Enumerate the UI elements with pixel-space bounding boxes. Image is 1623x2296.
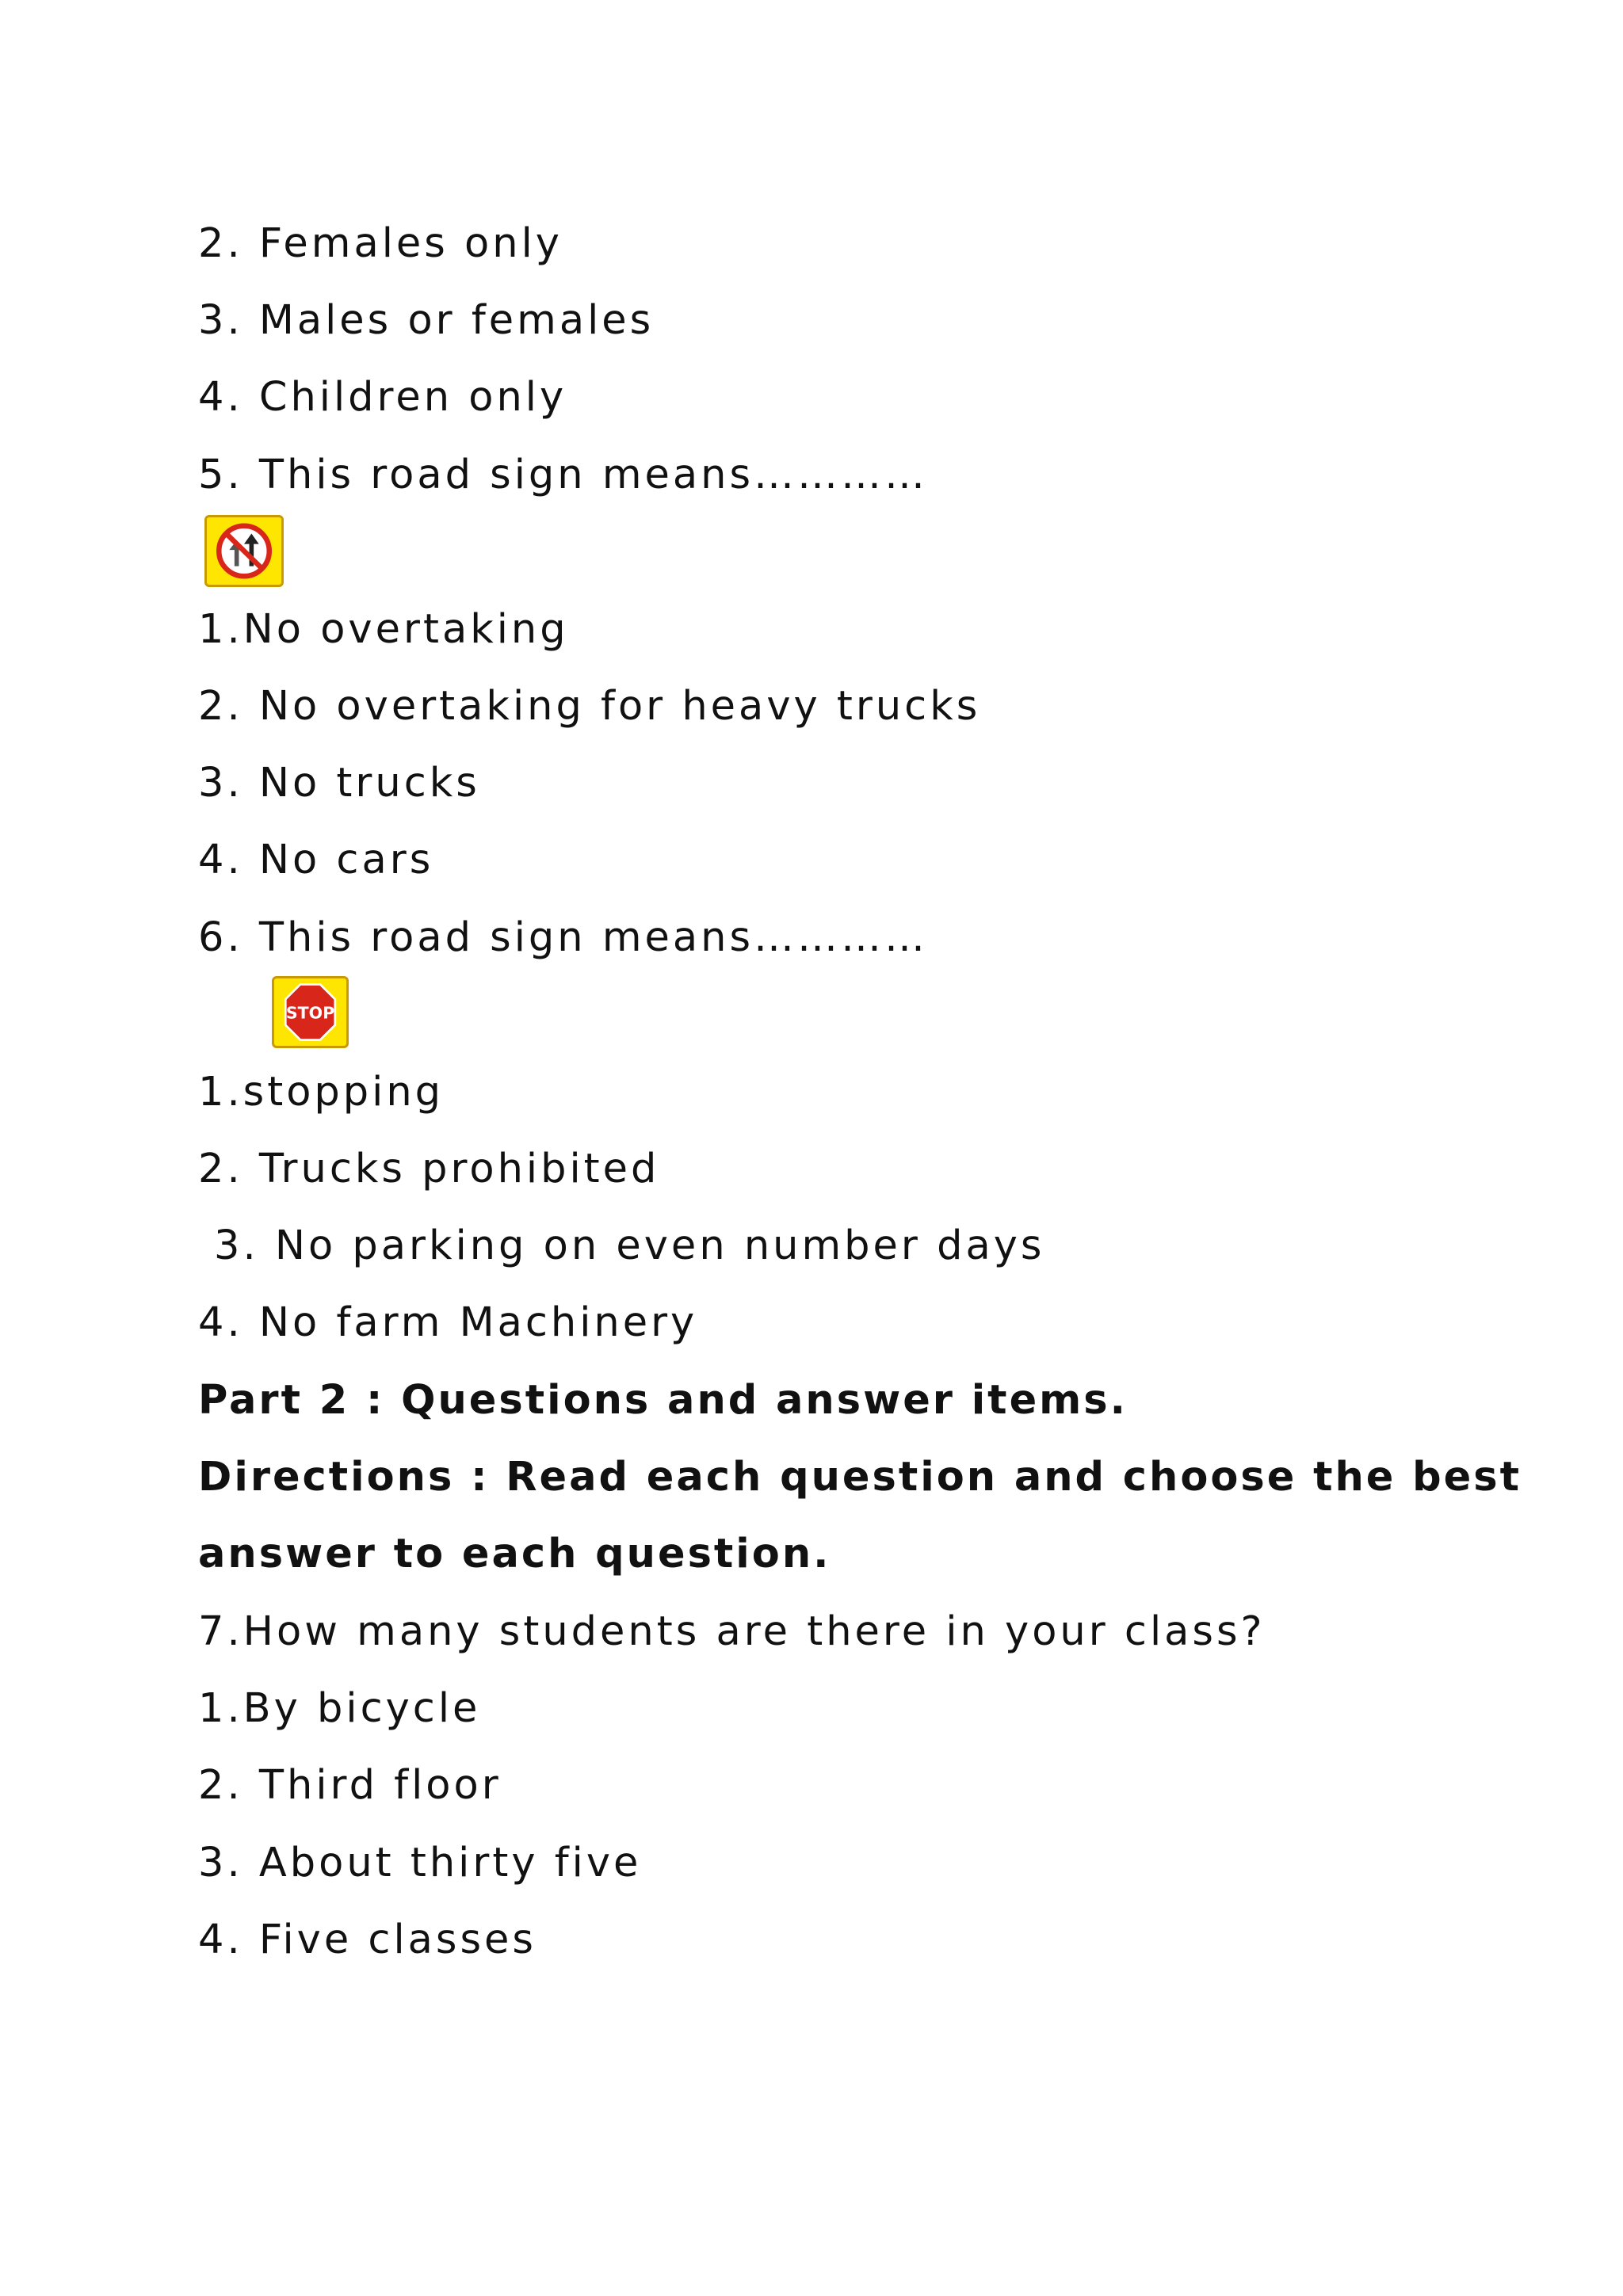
q5-question: 5. This road sign means………… bbox=[198, 452, 929, 498]
q6-option-3: 3. No parking on even number days bbox=[214, 1222, 1045, 1269]
q7-option-2: 2. Third floor bbox=[198, 1762, 502, 1809]
q7-option-1: 1.By bicycle bbox=[198, 1685, 481, 1732]
q4-option-4: 4. Children only bbox=[198, 374, 567, 421]
no-overtaking-sign-graphic bbox=[207, 517, 281, 585]
q5-option-2: 2. No overtaking for heavy trucks bbox=[198, 683, 981, 730]
q7-option-4: 4. Five classes bbox=[198, 1917, 537, 1963]
q5-option-1: 1.No overtaking bbox=[198, 606, 569, 653]
q7-option-3: 3. About thirty five bbox=[198, 1840, 642, 1886]
q6-option-4: 4. No farm Machinery bbox=[198, 1299, 698, 1346]
stop-sign-text: STOP bbox=[285, 1003, 335, 1023]
q6-option-2: 2. Trucks prohibited bbox=[198, 1146, 660, 1192]
q4-option-3: 3. Males or females bbox=[198, 297, 655, 344]
stop-sign-graphic bbox=[274, 978, 346, 1046]
q6-option-1: 1.stopping bbox=[198, 1069, 445, 1116]
q5-option-3: 3. No trucks bbox=[198, 760, 480, 807]
q7-question: 7.How many students are there in your class? bbox=[198, 1608, 1266, 1655]
part2-directions-line2: answer to each question. bbox=[198, 1531, 831, 1577]
part2-directions-line1: Directions : Read each question and choose the best bbox=[198, 1454, 1522, 1501]
q5-option-4: 4. No cars bbox=[198, 837, 434, 883]
part2-title: Part 2 : Questions and answer items. bbox=[198, 1377, 1128, 1424]
no-overtaking-sign-icon bbox=[204, 515, 284, 587]
stop-sign-icon bbox=[272, 976, 349, 1048]
q6-question: 6. This road sign means………… bbox=[198, 914, 929, 961]
q4-option-2: 2. Females only bbox=[198, 220, 563, 267]
